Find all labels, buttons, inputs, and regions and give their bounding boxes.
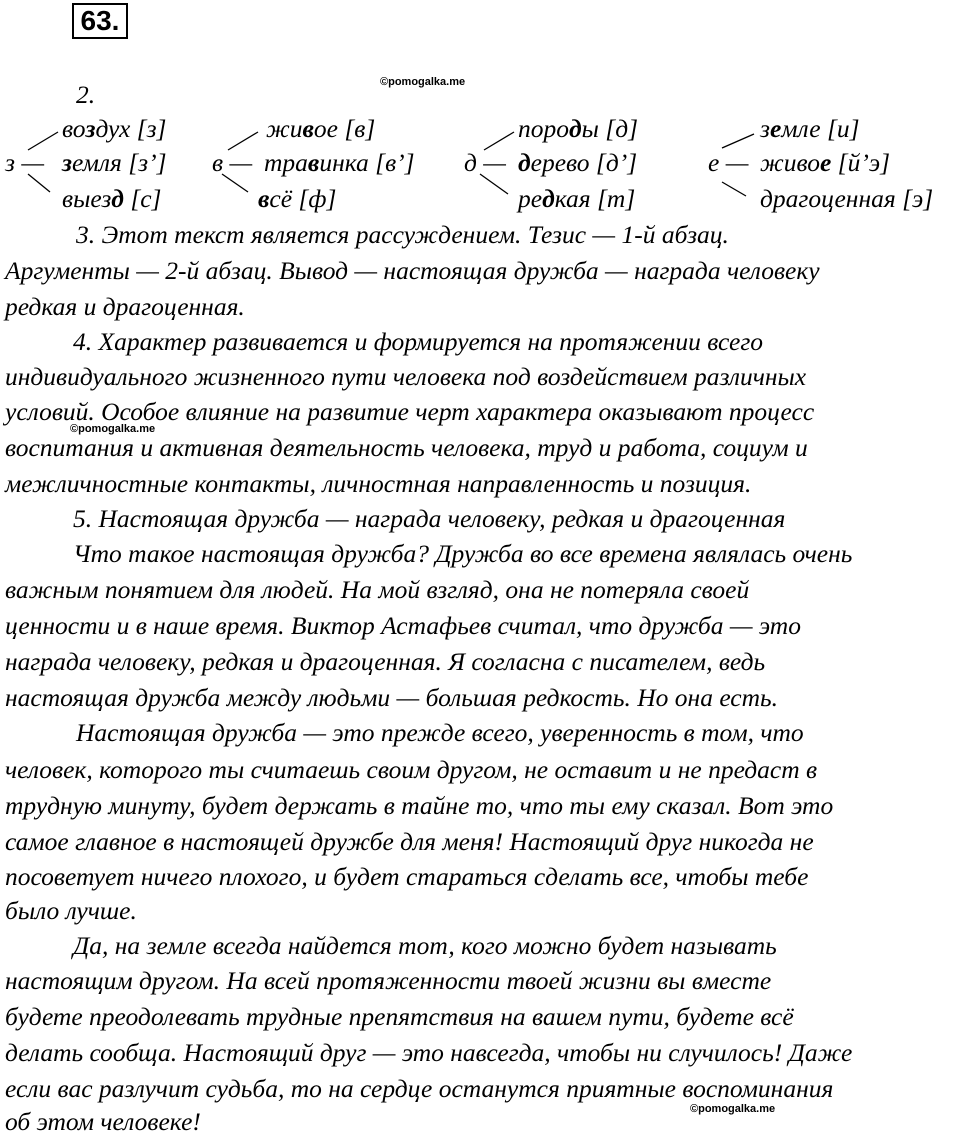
text-line: Аргументы — 2-й абзац. Вывод — настоящая дружба — награда человеку xyxy=(5,256,820,285)
text-line: 3. Этот текст является рассуждением. Тезис — 1-й абзац. xyxy=(76,220,729,249)
phonetic-word: редкая [т] xyxy=(518,184,636,213)
text-line: Да, на земле всегда найдется тот, кого можно будет называть xyxy=(73,931,777,960)
text-line: ценности и в наше время. Виктор Астафьев считал, что дружба — это xyxy=(5,611,801,640)
phonetic-word: земле [и] xyxy=(760,114,860,143)
task-number: 63. xyxy=(72,3,128,39)
text-line: настоящим другом. На всей протяженности твоей жизни вы вместе xyxy=(5,966,772,995)
text-line: посоветует ничего плохого, и будет стараться сделать все, чтобы тебе xyxy=(5,862,809,891)
phonetic-word: травинка [в’] xyxy=(264,148,415,177)
phonetic-word: живое [в] xyxy=(266,114,376,143)
phonetic-word: драгоценная [э] xyxy=(760,184,934,213)
phonetic-word: живое [й’э] xyxy=(760,148,890,177)
group-letter: д — xyxy=(464,148,506,177)
text-line: будете преодолевать трудные препятствия на вашем пути, будете всё xyxy=(5,1002,794,1031)
text-line: было лучше. xyxy=(5,896,137,925)
watermark: ©pomogalka.me xyxy=(380,76,466,88)
text-line: Что такое настоящая дружба? Дружба во все времена являлась очень xyxy=(73,539,853,568)
watermark: ©pomogalka.me xyxy=(690,1103,776,1115)
text-line: индивидуального жизненного пути человека под воздействием различных xyxy=(5,362,807,391)
text-line: об этом человеке! xyxy=(5,1107,201,1136)
group-letter: в — xyxy=(212,148,253,177)
group-letter: з — xyxy=(5,148,44,177)
branch-line xyxy=(722,182,746,196)
group-letter: е — xyxy=(708,148,749,177)
phonetic-word: породы [д] xyxy=(518,114,639,143)
text-line: настоящая дружба между людьми — большая редкость. Но она есть. xyxy=(5,683,779,712)
text-line: межличностные контакты, личностная направленность и позиция. xyxy=(5,469,752,498)
phonetic-word: дерево [д’] xyxy=(518,148,638,177)
text-line: условий. Особое влияние на развитие черт характера оказывают процесс xyxy=(5,397,815,426)
text-line: человек, которого ты считаешь своим другом, не оставит и не предаст в xyxy=(5,755,818,784)
text-line: Настоящая дружба — это прежде всего, уверенность в том, что xyxy=(76,718,804,747)
branch-line xyxy=(480,174,508,194)
item-2-label: 2. xyxy=(76,80,96,109)
text-line: делать сообща. Настоящий друг — это навсегда, чтобы ни случилось! Даже xyxy=(5,1038,853,1067)
text-line: самое главное в настоящей дружбе для меня! Настоящий друг никогда не xyxy=(5,827,814,856)
text-line: награда человеку, редкая и драгоценная. Я согласна с писателем, ведь xyxy=(5,647,766,676)
text-line: трудную минуту, будет держать в тайне то, что ты ему сказал. Вот это xyxy=(5,791,834,820)
watermark: ©pomogalka.me xyxy=(70,423,156,435)
essay-title: 5. Настоящая дружба — награда человеку, редкая и драгоценная xyxy=(73,504,786,533)
phonetic-word: воздух [з] xyxy=(62,114,167,143)
branch-line xyxy=(722,134,754,148)
text-line: воспитания и активная деятельность человека, труд и работа, социум и xyxy=(5,433,808,462)
text-line: редкая и драгоценная. xyxy=(5,292,245,321)
text-line: 4. Характер развивается и формируется на протяжении всего xyxy=(73,327,764,356)
phonetic-word: выезд [с] xyxy=(62,184,162,213)
text-line: важным понятием для людей. На мой взгляд, она не потеряла своей xyxy=(5,575,750,604)
text-line: если вас разлучит судьба, то на сердце останутся приятные воспоминания xyxy=(5,1074,834,1103)
phonetic-word: земля [з’] xyxy=(62,148,167,177)
phonetic-word: всё [ф] xyxy=(258,184,337,213)
